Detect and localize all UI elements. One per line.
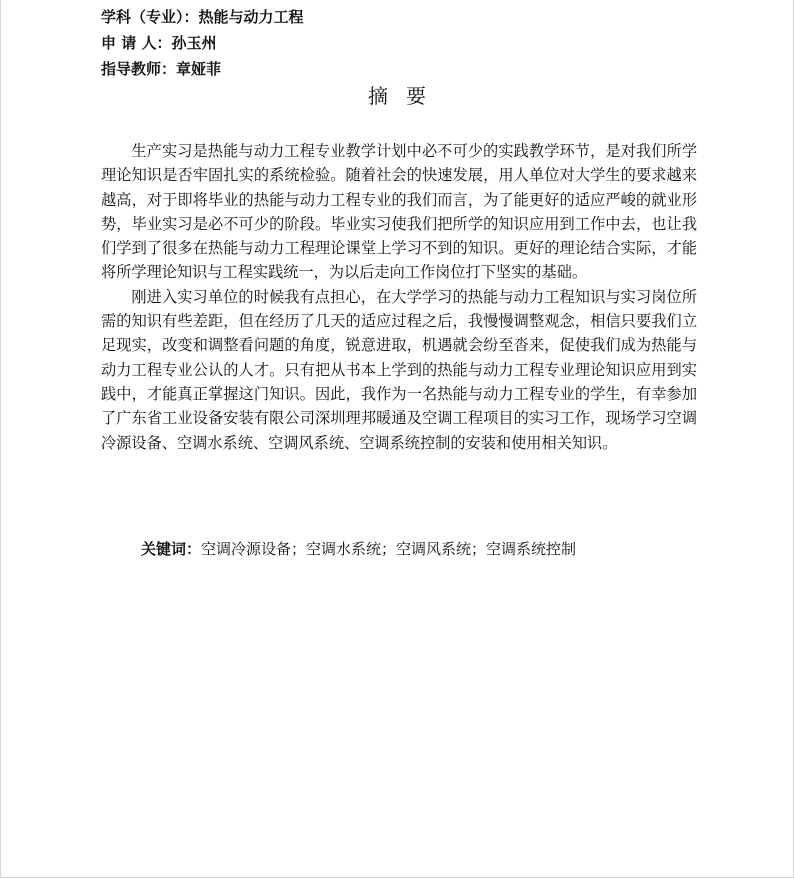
advisor-value: 章娅菲 xyxy=(176,60,222,78)
abstract-title: 摘要 xyxy=(368,84,444,108)
keywords-label: 关键词： xyxy=(141,540,202,558)
abstract-paragraph-2: 刚进入实习单位的时候我有点担心，在大学学习的热能与动力工程知识与实习岗位所需的知识有些差距，但在经历了几天的适应过程之后，我慢慢调整观念，相信只要我们立足现实，改变和调整看问题的角度，锐意进取，机遇就会纷至沓来，促使我们成为热能与动力工程专业公认的人才。只有把从书本上学到的热能与动力工程专业理论知识应用到实践中，才能真正掌握这门知识。因此，我作为一名热能与动力工程专业的学生，有幸参加了广东省工业设备安装有限公司深圳理邦暖通及空调工程项目的实习工作，现场学习空调冷源设备、空调水系统、空调风系统、空调系统控制的安装和使用相关知识。 xyxy=(101,287,697,452)
discipline-value: 热能与动力工程 xyxy=(198,8,304,26)
keywords-value: 空调冷源设备；空调水系统；空调风系统；空调系统控制 xyxy=(201,540,577,558)
applicant-line xyxy=(101,30,304,56)
discipline-line xyxy=(101,4,304,30)
thesis-meta-block xyxy=(101,4,304,82)
abstract-paragraph-1: 生产实习是热能与动力工程专业教学计划中必不可少的实践教学环节，是对我们所学理论知识是否牢固扎实的系统检验。随着社会的快速发展，用人单位对大学生的要求越来越高，对于即将毕业的热能与动力工程专业的我们而言，为了能更好的适应严峻的就业形势，毕业实习是必不可少的阶段。毕业实习使我们把所学的知识应用到工作中去，也让我们学到了很多在热能与动力工程理论课堂上学习不到的知识。更好的理论结合实际，才能将所学理论知识与工程实践统一，为以后走向工作岗位打下坚实的基础。 xyxy=(101,142,697,282)
abstract-body xyxy=(101,139,697,455)
applicant-label: 申 请 人： xyxy=(101,34,172,52)
advisor-label: 指导教师： xyxy=(101,60,177,78)
keywords-line xyxy=(141,537,576,561)
discipline-label: 学科（专业）： xyxy=(101,8,199,26)
advisor-line xyxy=(101,56,304,82)
applicant-value: 孙玉州 xyxy=(171,34,217,52)
